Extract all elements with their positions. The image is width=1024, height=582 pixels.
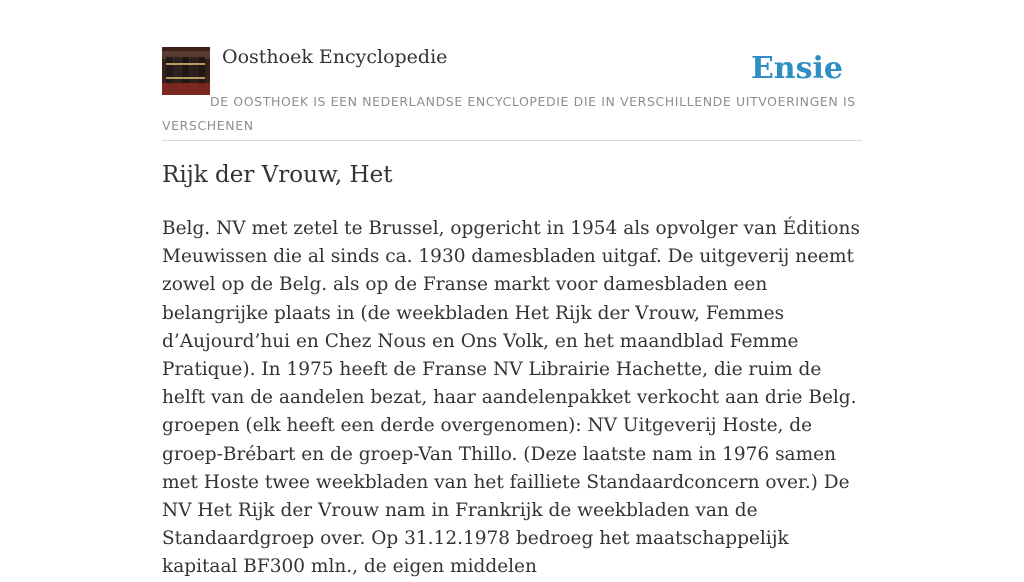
entry-title: Rijk der Vrouw, Het bbox=[162, 162, 393, 188]
entry-body: Belg. NV met zetel te Brussel, opgericht in 1954 als opvolger van Éditions Meuwissen die al sinds ca. 1930 damesbladen uitgaf. De uitgeverij neemt zowel op de Belg. als op de Franse markt voor damesbladen een belangrijke plaats in (de weekbladen Het Rijk der Vrouw, Femmes d’Aujourd’hui en Chez Nous en Ons Volk, en het maandblad Femme Pratique). In 1975 heeft de Franse NV Librairie Hachette, die ruim de helft van de aandelen bezat, haar aandelenpakket verkocht aan drie Belg. groepen (elk heeft een derde overgenomen): NV Uitgeverij Hoste, de groep-Brébart en de groep-Van Thillo. (Deze laatste nam in 1976 samen met Hoste twee weekbladen van het failliete Standaardconcern over.) De NV Het Rijk der Vrouw nam in Frankrijk de weekbladen van de Standaardgroep over. Op 31.12.1978 bedroeg het maatschappelijk kapitaal BF300 mln., de eigen middelen bbox=[162, 218, 860, 578]
brand-logo[interactable]: Ensie bbox=[750, 51, 843, 86]
avatar[interactable] bbox=[162, 47, 210, 95]
source-description: DE OOSTHOEK IS EEN NEDERLANDSE ENCYCLOPEDIE DIE IN VERSCHILLENDE UITVOERINGEN IS VERSCHENEN bbox=[162, 94, 856, 133]
source-title[interactable]: Oosthoek Encyclopedie bbox=[222, 46, 448, 68]
books-icon bbox=[162, 47, 210, 95]
source-header bbox=[162, 40, 862, 141]
